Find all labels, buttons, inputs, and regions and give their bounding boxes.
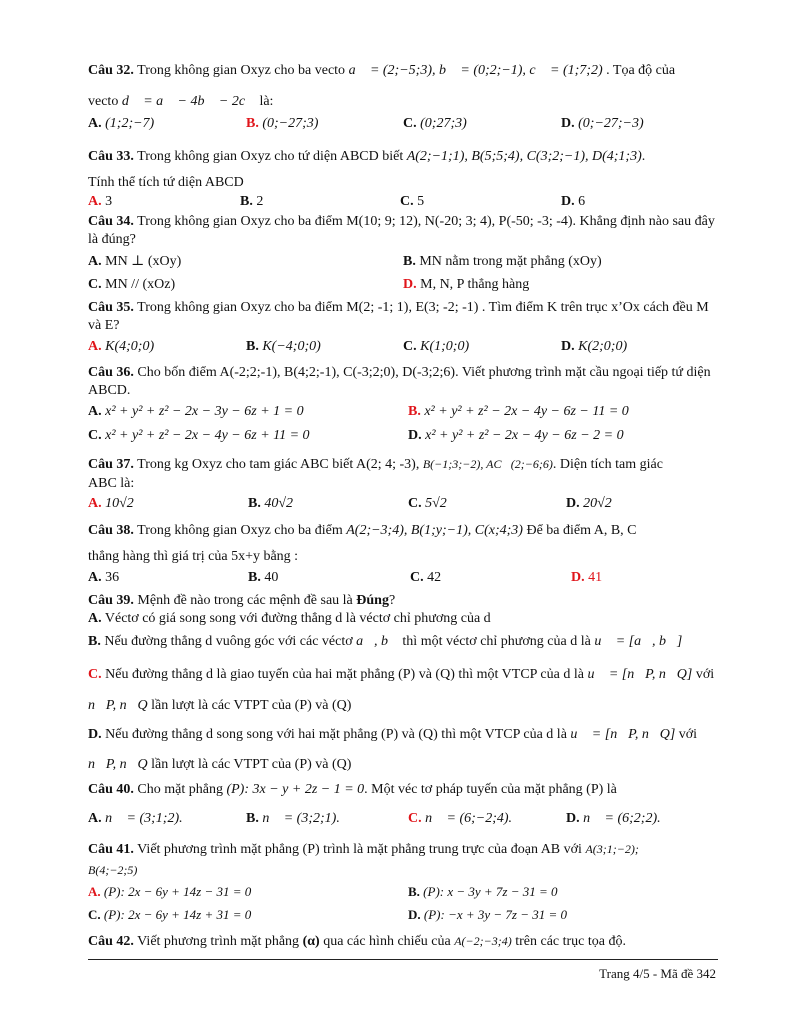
option-a: A. n⃗ = (3;1;2).: [88, 811, 183, 826]
option-d-line2: n⃗P, n⃗Q lần lượt là các VTPT của (P) và (Q): [88, 757, 352, 772]
math-expression: a⃗ = (2;−5;3), b⃗ = (0;2;−1), c⃗ = (1;7;2): [348, 63, 603, 78]
question-40: Câu 40. Cho mặt phẳng (P): 3x − y + 2z − 1 = 0. Một véc tơ pháp tuyến của mặt phẳng (P) là: [88, 782, 617, 797]
option-b: B. (0;−27;3): [246, 116, 319, 131]
option-c-line2: n⃗P, n⃗Q lần lượt là các VTPT của (P) và (Q): [88, 698, 352, 713]
math-expression: A(3;1;−2);: [585, 842, 639, 856]
question-text: . Tọa độ của: [606, 63, 676, 78]
question-label: Câu 33.: [88, 149, 134, 164]
question-label: Câu 42.: [88, 934, 134, 949]
question-text: vecto: [88, 94, 119, 109]
option-a: A. (1;2;−7): [88, 116, 155, 131]
question-label: Câu 35.: [88, 300, 134, 315]
question-37-line2: ABC là:: [88, 476, 135, 491]
option-c: C. MN // (xOz): [88, 277, 176, 292]
option-d: D. 41: [571, 570, 603, 585]
math-expression: A(−2;−3;4): [454, 934, 512, 948]
option-b: B. x² + y² + z² − 2x − 4y − 6z − 11 = 0: [408, 404, 629, 419]
question-41: [88, 840, 718, 859]
question-text: Viết phương trình mặt phẳng: [137, 934, 300, 949]
option-c: C. Nếu đường thẳng d là giao tuyến của hai mặt phẳng (P) và (Q) thì một VTCP của d là u⃗ = [n⃗P, n⃗Q] với: [88, 667, 715, 682]
question-text: Trong kg Oxyz cho tam giác ABC biết A(2; 4; -3),: [137, 457, 420, 472]
question-34: [88, 213, 718, 249]
option-a: A. MN ⊥ (xOy): [88, 254, 182, 269]
question-text: là:: [259, 94, 274, 109]
question-32: [88, 62, 718, 80]
option-b: B. MN nằm trong mặt phẳng (xOy): [403, 254, 602, 269]
question-label: Câu 34.: [88, 214, 134, 229]
question-text: Mệnh đề nào trong các mệnh đề sau là: [137, 593, 353, 608]
question-37: Câu 37. Trong kg Oxyz cho tam giác ABC biết A(2; 4; -3), B(−1;3;−2), AC⃗(2;−6;6). Diện tích tam giác: [88, 457, 663, 472]
option-c: C. x² + y² + z² − 2x − 4y − 6z + 11 = 0: [88, 428, 310, 443]
question-text: Cho bốn điểm A(-2;2;-1), B(4;2;-1), C(-3;2;0), D(-3;2;6). Viết phương trình mặt cầu ngoại tiếp tứ diện ABCD.: [88, 365, 711, 398]
question-text: Trong không gian Oxyz cho ba điểm M(2; -1; 1), E(3; -2; -1) . Tìm điểm K trên trục x’Ox cách đều M và E?: [88, 300, 709, 333]
question-text: qua các hình chiếu của: [323, 934, 451, 949]
question-text: Trong không gian Oxyz cho ba điểm: [137, 523, 343, 538]
question-36: [88, 364, 718, 400]
question-42: [88, 932, 718, 951]
option-a: A. (P): 2x − 6y + 14z − 31 = 0: [88, 884, 252, 899]
question-text: Cho mặt phẳng: [137, 782, 223, 797]
question-text: Để ba điểm A, B, C: [526, 523, 637, 538]
math-expression: A(2;−3;4), B(1;y;−1), C(x;4;3): [346, 523, 523, 538]
option-c: C. n⃗ = (6;−2;4).: [408, 811, 513, 826]
option-b: B. K(−4;0;0): [246, 339, 321, 354]
option-a: A. x² + y² + z² − 2x − 3y − 6z + 1 = 0: [88, 404, 304, 419]
question-label: Câu 36.: [88, 365, 134, 380]
option-c: C. 5: [400, 194, 425, 209]
question-33-line2: Tính thể tích tứ diện ABCD: [88, 175, 244, 190]
option-a: A. Véctơ có giá song song với đường thẳng d là véctơ chỉ phương của d: [88, 611, 491, 626]
option-c: C. 42: [410, 570, 442, 585]
question-33: Câu 33. Trong không gian Oxyz cho tứ diện ABCD biết A(2;−1;1), B(5;5;4), C(3;2;−1), D(4;1;3).: [88, 149, 646, 164]
question-label: Câu 39.: [88, 593, 134, 608]
page-footer: Trang 4/5 - Mã đề 342: [599, 966, 716, 981]
option-d: D. n⃗ = (6;2;2).: [566, 811, 661, 826]
option-d: D. M, N, P thẳng hàng: [403, 277, 530, 292]
option-a: A. 36: [88, 570, 120, 585]
question-label: Câu 37.: [88, 457, 134, 472]
question-text: Trong không gian Oxyz cho ba vecto: [137, 63, 346, 78]
question-39: Câu 39. Mệnh đề nào trong các mệnh đề sau là Đúng?: [88, 593, 396, 608]
option-c: C. (P): 2x − 6y + 14z + 31 = 0: [88, 907, 252, 922]
math-expression: B(−1;3;−2), AC⃗(2;−6;6): [422, 457, 553, 471]
question-label: Câu 38.: [88, 523, 134, 538]
question-label: Câu 32.: [88, 63, 134, 78]
option-b: B. Nếu đường thẳng d vuông góc với các véctơ a⃗, b⃗ thì một véctơ chỉ phương của d là u⃗ = [a⃗, b⃗]: [88, 634, 683, 649]
question-text: Trong không gian Oxyz cho tứ diện ABCD biết: [137, 149, 404, 164]
option-a: A. 3: [88, 194, 113, 209]
option-d: D. K(2;0;0): [561, 339, 628, 354]
question-text: Viết phương trình mặt phẳng (P) trình là mặt phẳng trung trực của đoạn AB với: [137, 842, 582, 857]
option-d: D. x² + y² + z² − 2x − 4y − 6z − 2 = 0: [408, 428, 624, 443]
question-label: Câu 40.: [88, 782, 134, 797]
question-text: Trong không gian Oxyz cho ba điểm M(10; 9; 12), N(-20; 3; 4), P(-50; -3; -4). Khẳng định nào sau đây là đúng?: [88, 214, 715, 247]
option-d: D. (0;−27;−3): [561, 116, 644, 131]
question-38-line2: thẳng hàng thì giá trị của 5x+y bằng :: [88, 549, 299, 564]
option-d: D. 20√2: [566, 496, 612, 511]
question-text: trên các trục tọa độ.: [515, 934, 626, 949]
option-b: B. 2: [240, 194, 264, 209]
question-label: Câu 41.: [88, 842, 134, 857]
math-expression: A(2;−1;1), B(5;5;4), C(3;2;−1), D(4;1;3): [406, 149, 642, 164]
question-32-line2: [88, 93, 718, 111]
option-d: D. Nếu đường thẳng d song song với hai mặt phẳng (P) và (Q) thì một VTCP của d là u⃗ = [n⃗P, n⃗Q] với: [88, 727, 698, 742]
math-expression: (P): 3x − y + 2z − 1 = 0: [226, 782, 365, 797]
option-c: C. (0;27;3): [403, 116, 467, 131]
option-d: D. 6: [561, 194, 586, 209]
option-a: A. 10√2: [88, 496, 134, 511]
option-b: B. 40√2: [248, 496, 294, 511]
math-expression: (α): [302, 934, 320, 949]
question-35: [88, 299, 718, 335]
math-expression: d⃗ = a⃗ − 4b⃗ − 2c⃗: [121, 94, 256, 109]
option-b: B. n⃗ = (3;2;1).: [246, 811, 340, 826]
option-d: D. (P): −x + 3y − 7z − 31 = 0: [408, 907, 568, 922]
option-b: B. 40: [248, 570, 279, 585]
question-41-line2: B(4;−2;5): [88, 863, 138, 877]
footer-divider: [88, 959, 718, 960]
option-c: C. K(1;0;0): [403, 339, 470, 354]
option-a: A. K(4;0;0): [88, 339, 155, 354]
option-b: B. (P): x − 3y + 7z − 31 = 0: [408, 884, 558, 899]
option-c: C. 5√2: [408, 496, 447, 511]
question-38: [88, 522, 718, 540]
